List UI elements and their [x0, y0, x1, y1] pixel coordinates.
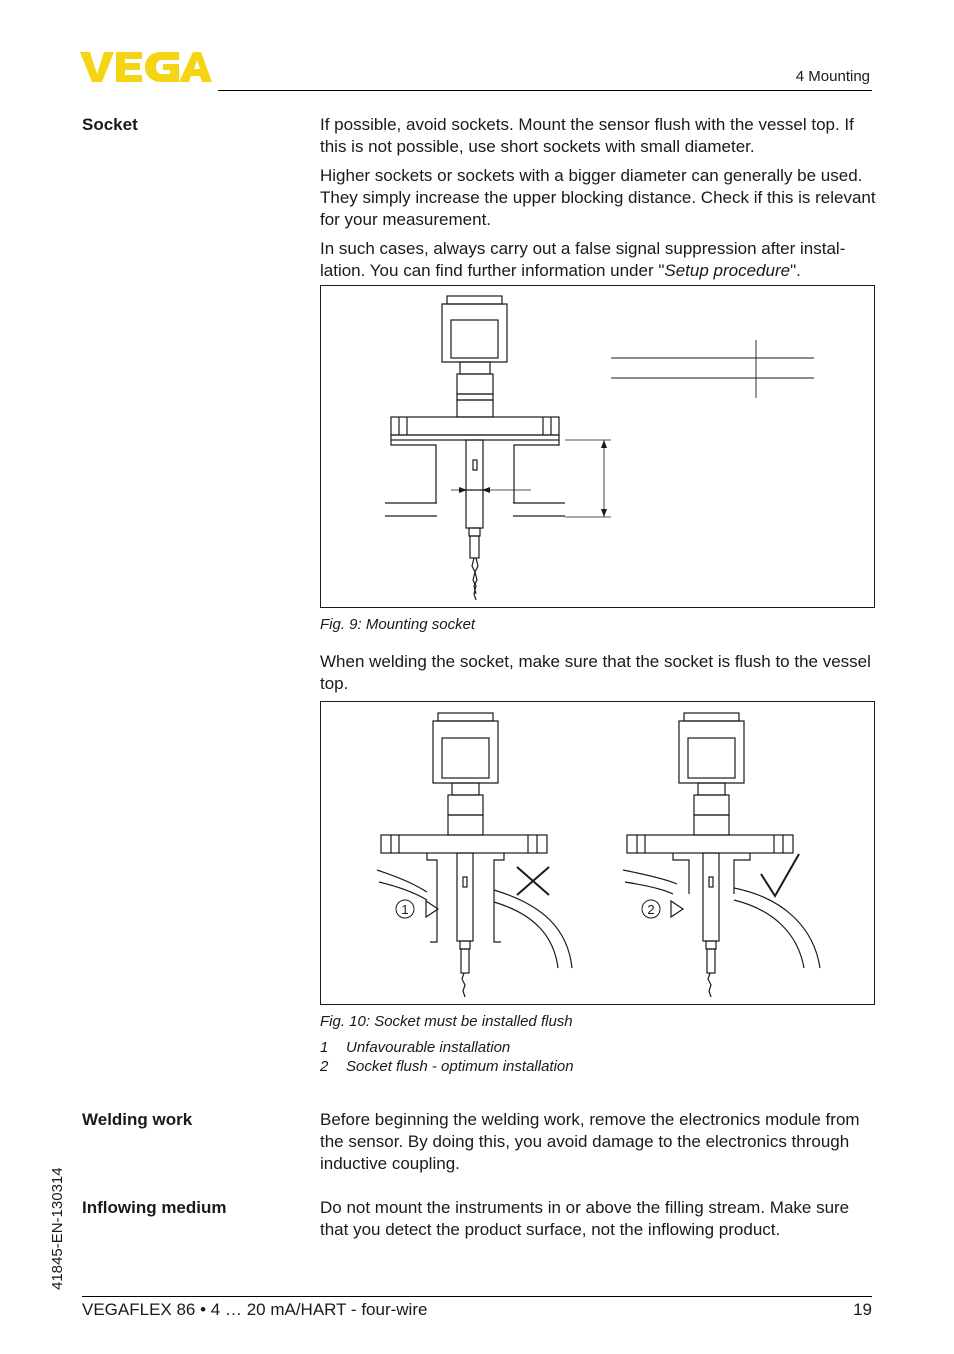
inflowing-text: Do not mount the instruments in or above the filling stream. Make sure that you detect the product surface, not the inflowing product.: [320, 1198, 850, 1239]
figure-socket-flush: [320, 701, 875, 1005]
page-number: 19: [853, 1300, 872, 1319]
socket-heading: Socket: [82, 115, 138, 134]
figure-mounting-socket: [320, 285, 875, 608]
figure-9-caption: Fig. 9: Mounting socket: [320, 616, 476, 633]
socket-paragraph-3: [320, 238, 876, 282]
welding-text: Before beginning the welding work, remove the electronics module from the sensor. By doing this, you avoid damage to the electronics through inductive coupling.: [320, 1110, 860, 1173]
socket-paragraph-3-end: ".: [790, 261, 801, 280]
socket-flush-drawing: [321, 702, 874, 1004]
marker-1-label: 1: [401, 902, 409, 917]
socket-paragraph-4: When welding the socket, make sure that the socket is flush to the vessel top.: [320, 652, 871, 693]
chapter-label: 4 Mounting: [795, 68, 870, 85]
socket-paragraph-3-start: In such cases, always carry out a false signal suppression after instal-lation. You can find further information under ": [320, 239, 846, 280]
figure-10-caption: Fig. 10: Socket must be installed flush: [320, 1013, 573, 1030]
legend-number: 2: [320, 1058, 329, 1075]
vega-logo: [80, 50, 212, 84]
socket-text-block: [320, 114, 876, 282]
socket-paragraph-2: Higher sockets or sockets with a bigger diameter can generally be used. They simply increase the upper blocking distance. Check if this is relevant for your measurement.: [320, 166, 876, 229]
footer-product: VEGAFLEX 86 • 4 … 20 mA/HART - four-wire: [82, 1300, 428, 1319]
footer-rule: [82, 1296, 872, 1297]
marker-2-label: 2: [647, 902, 655, 917]
document-id: 41845-EN-130314: [49, 1167, 66, 1290]
setup-procedure-reference: Setup procedure: [664, 261, 791, 280]
mounting-socket-drawing: [321, 286, 874, 607]
socket-paragraph-1: If possible, avoid sockets. Mount the sensor flush with the vessel top. If this is not possible, use short sockets with small diameter.: [320, 115, 854, 156]
inflowing-heading: Inflowing medium: [82, 1198, 227, 1217]
legend-item: [320, 1039, 510, 1056]
header-rule: [218, 90, 872, 91]
legend-text: Unfavourable installation: [346, 1039, 511, 1056]
legend-text: Socket flush - optimum installation: [346, 1058, 574, 1075]
legend-item: [320, 1058, 574, 1075]
welding-heading: Welding work: [82, 1110, 193, 1129]
legend-number: 1: [320, 1039, 329, 1056]
welding-socket-note: [320, 651, 876, 695]
